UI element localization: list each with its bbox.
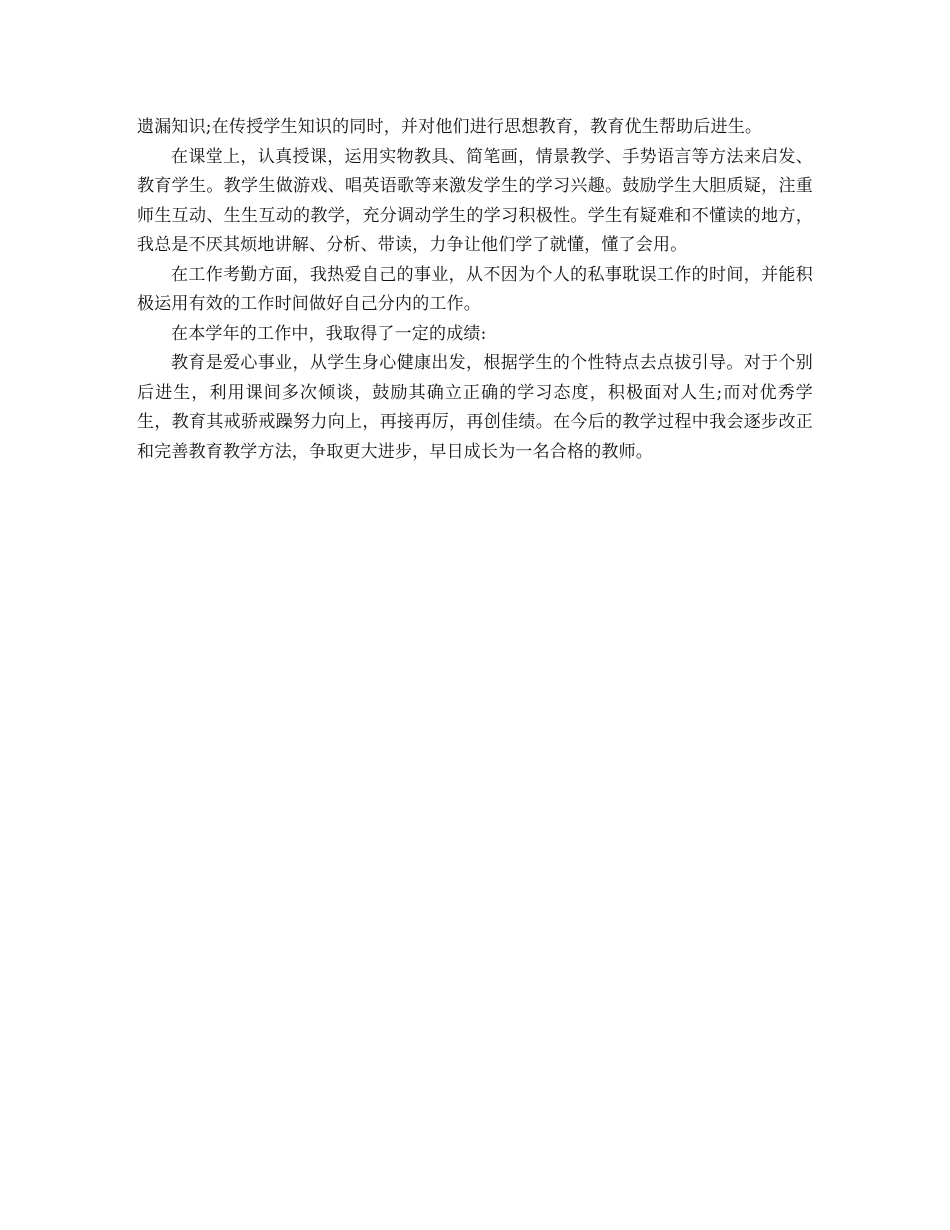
paragraph-continuation: 遗漏知识;在传授学生知识的同时，并对他们进行思想教育，教育优生帮助后进生。 <box>137 117 763 137</box>
paragraph-attendance: 在工作考勤方面，我热爱自己的事业，从不因为个人的私事耽误工作的时间，并能积极运用有效的工作时间做好自己分内的工作。 <box>137 264 813 314</box>
document-body <box>137 113 813 467</box>
paragraph-education-philosophy: 教育是爱心事业，从学生身心健康出发，根据学生的个性特点去点拔引导。对于个别后进生，利用课间多次倾谈，鼓励其确立正确的学习态度，积极面对人生;而对优秀学生，教育其戒骄戒躁努力向上，再接再厉，再创佳绩。在今后的教学过程中我会逐步改正和完善教育教学方法，争取更大进步，早日成长为一名合格的教师。 <box>137 353 813 462</box>
paragraph-classroom-teaching: 在课堂上，认真授课，运用实物教具、简笔画，情景教学、手势语言等方法来启发、教育学生。教学生做游戏、唱英语歌等来激发学生的学习兴趣。鼓励学生大胆质疑，注重师生互动、生生互动的教学，充分调动学生的学习积极性。学生有疑难和不懂读的地方，我总是不厌其烦地讲解、分析、带读，力争让他们学了就懂，懂了会用。 <box>137 146 813 255</box>
paragraph-achievements-intro: 在本学年的工作中，我取得了一定的成绩: <box>171 323 487 344</box>
